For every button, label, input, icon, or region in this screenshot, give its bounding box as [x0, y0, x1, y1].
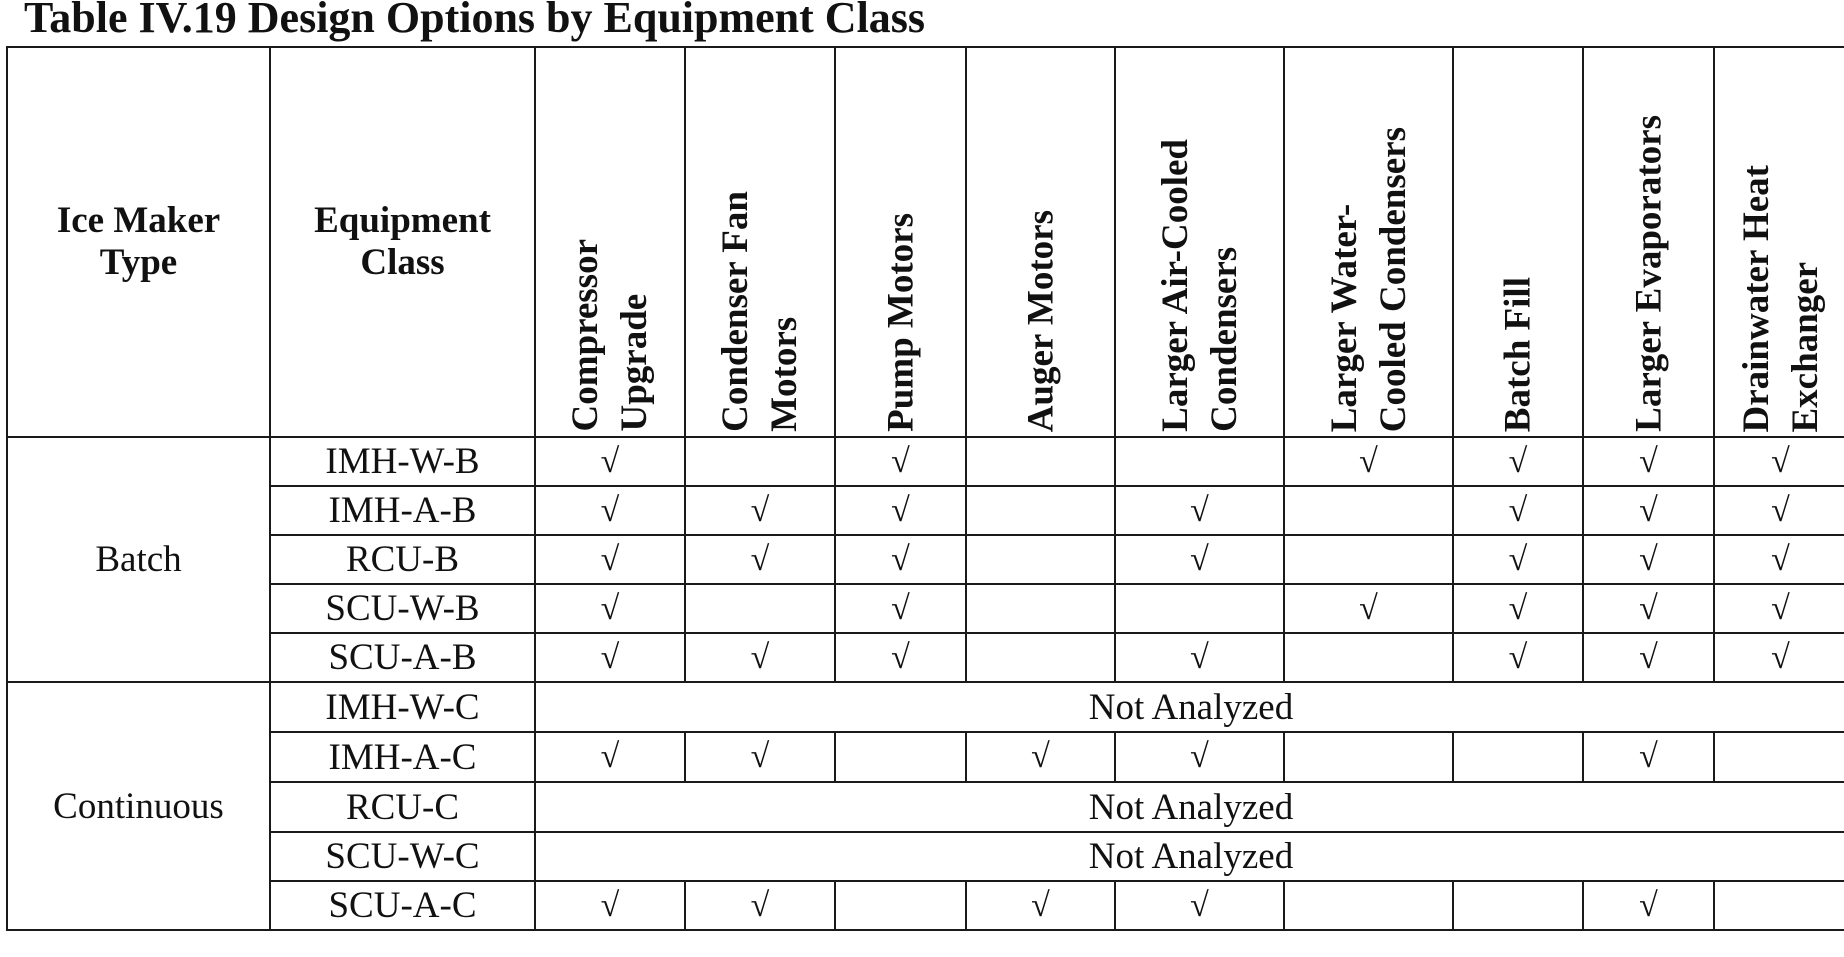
- checkmark-cell: √: [535, 584, 685, 633]
- checkmark-cell: √: [1453, 535, 1583, 584]
- empty-cell: [966, 633, 1115, 682]
- checkmark-cell: √: [1453, 486, 1583, 535]
- checkmark-cell: √: [1714, 584, 1844, 633]
- checkmark-cell: √: [1453, 437, 1583, 486]
- checkmark-cell: √: [535, 633, 685, 682]
- checkmark-cell: √: [1115, 732, 1284, 782]
- header-pump-motors: Pump Motors: [835, 47, 966, 437]
- checkmark-cell: √: [1714, 486, 1844, 535]
- header-larger-air-cooled-condensers: Larger Air-Cooled Condensers: [1115, 47, 1284, 437]
- empty-cell: [1453, 881, 1583, 930]
- checkmark-cell: √: [685, 535, 835, 584]
- equipment-class-cell: RCU-B: [270, 535, 535, 584]
- checkmark-cell: √: [1714, 535, 1844, 584]
- equipment-class-cell: SCU-A-C: [270, 881, 535, 930]
- header-drainwater-heat-exchanger: Drainwater Heat Exchanger: [1714, 47, 1844, 437]
- checkmark-cell: √: [1284, 584, 1453, 633]
- table-row: [7, 881, 1844, 930]
- checkmark-cell: √: [535, 732, 685, 782]
- checkmark-cell: √: [1583, 881, 1714, 930]
- equipment-class-cell: SCU-W-C: [270, 832, 535, 881]
- checkmark-cell: √: [1453, 633, 1583, 682]
- empty-cell: [1714, 732, 1844, 782]
- checkmark-cell: √: [1583, 584, 1714, 633]
- table-row: [7, 782, 1844, 832]
- table-row: [7, 682, 1844, 732]
- header-equipment-class: Equipment Class: [270, 47, 535, 437]
- header-condenser-fan-motors: Condenser Fan Motors: [685, 47, 835, 437]
- not-analyzed-cell: Not Analyzed: [535, 682, 1844, 732]
- table-row: [7, 584, 1844, 633]
- table-row: [7, 732, 1844, 782]
- checkmark-cell: √: [1583, 732, 1714, 782]
- table-row: [7, 633, 1844, 682]
- equipment-class-cell: IMH-A-C: [270, 732, 535, 782]
- checkmark-cell: √: [1583, 437, 1714, 486]
- checkmark-cell: √: [1115, 633, 1284, 682]
- empty-cell: [685, 437, 835, 486]
- header-row: [7, 47, 1844, 437]
- table-row: [7, 832, 1844, 881]
- equipment-class-cell: SCU-A-B: [270, 633, 535, 682]
- header-larger-water-cooled-condensers: Larger Water- Cooled Condensers: [1284, 47, 1453, 437]
- checkmark-cell: √: [966, 732, 1115, 782]
- checkmark-cell: √: [835, 633, 966, 682]
- header-larger-evaporators: Larger Evaporators: [1583, 47, 1714, 437]
- table-title: Table IV.19 Design Options by Equipment Class: [24, 0, 926, 42]
- equipment-class-cell: IMH-W-B: [270, 437, 535, 486]
- empty-cell: [835, 732, 966, 782]
- empty-cell: [1284, 486, 1453, 535]
- empty-cell: [966, 437, 1115, 486]
- checkmark-cell: √: [535, 881, 685, 930]
- design-options-table: [6, 46, 1844, 931]
- equipment-class-cell: SCU-W-B: [270, 584, 535, 633]
- empty-cell: [1453, 732, 1583, 782]
- equipment-class-cell: IMH-W-C: [270, 682, 535, 732]
- header-auger-motors: Auger Motors: [966, 47, 1115, 437]
- table-row: [7, 437, 1844, 486]
- empty-cell: [1115, 437, 1284, 486]
- checkmark-cell: √: [1115, 486, 1284, 535]
- checkmark-cell: √: [535, 486, 685, 535]
- table-row: [7, 535, 1844, 584]
- header-batch-fill: Batch Fill: [1453, 47, 1583, 437]
- empty-cell: [685, 584, 835, 633]
- empty-cell: [966, 535, 1115, 584]
- header-compressor-upgrade: Compressor Upgrade: [535, 47, 685, 437]
- checkmark-cell: √: [685, 881, 835, 930]
- empty-cell: [1284, 633, 1453, 682]
- empty-cell: [1284, 535, 1453, 584]
- checkmark-cell: √: [835, 437, 966, 486]
- checkmark-cell: √: [535, 535, 685, 584]
- checkmark-cell: √: [1115, 535, 1284, 584]
- checkmark-cell: √: [1583, 535, 1714, 584]
- empty-cell: [966, 486, 1115, 535]
- checkmark-cell: √: [1453, 584, 1583, 633]
- checkmark-cell: √: [1714, 437, 1844, 486]
- checkmark-cell: √: [1714, 633, 1844, 682]
- empty-cell: [835, 881, 966, 930]
- checkmark-cell: √: [1284, 437, 1453, 486]
- not-analyzed-cell: Not Analyzed: [535, 832, 1844, 881]
- table-body: [7, 437, 1844, 930]
- empty-cell: [1714, 881, 1844, 930]
- not-analyzed-cell: Not Analyzed: [535, 782, 1844, 832]
- checkmark-cell: √: [1115, 881, 1284, 930]
- header-ice-maker-type: Ice Maker Type: [7, 47, 270, 437]
- checkmark-cell: √: [535, 437, 685, 486]
- empty-cell: [1115, 584, 1284, 633]
- checkmark-cell: √: [685, 732, 835, 782]
- checkmark-cell: √: [835, 584, 966, 633]
- checkmark-cell: √: [835, 535, 966, 584]
- checkmark-cell: √: [1583, 486, 1714, 535]
- empty-cell: [966, 584, 1115, 633]
- equipment-class-cell: IMH-A-B: [270, 486, 535, 535]
- table-row: [7, 486, 1844, 535]
- checkmark-cell: √: [685, 633, 835, 682]
- ice-maker-type-cell: Batch: [7, 437, 270, 682]
- checkmark-cell: √: [835, 486, 966, 535]
- checkmark-cell: √: [685, 486, 835, 535]
- checkmark-cell: √: [966, 881, 1115, 930]
- equipment-class-cell: RCU-C: [270, 782, 535, 832]
- ice-maker-type-cell: Continuous: [7, 682, 270, 930]
- empty-cell: [1284, 732, 1453, 782]
- empty-cell: [1284, 881, 1453, 930]
- checkmark-cell: √: [1583, 633, 1714, 682]
